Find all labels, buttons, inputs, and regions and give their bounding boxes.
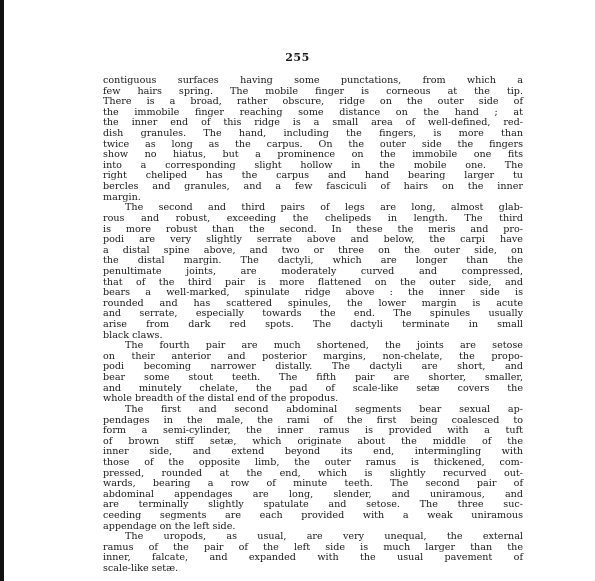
text-line: inner, falcate, and expanded with the usual pavement of [103, 552, 523, 564]
text-line: podi becoming narrower distally. The dactyli are short, and [103, 361, 523, 373]
text-line: pendages in the male, the rami of the first being coalesced to [103, 414, 523, 426]
text-line: of brown stiff setæ, which originate about the middle of the [103, 435, 523, 447]
text-line: whole breadth of the distal end of the propodus. [103, 393, 339, 405]
text-line: and minutely chelate, the pad of scale-like setæ covers the [103, 382, 523, 394]
text-line: form a semi-cylinder, the inner ramus is provided with a tuft [103, 425, 523, 437]
text-line: show no hiatus, but a prominence on the immobile one fits [103, 149, 523, 161]
text-line: the distal margin. The dactyli, which are longer than the [103, 255, 523, 267]
text-line: contiguous surfaces having some punctations, from which a [103, 75, 523, 86]
text-line: the inner end of this ridge is a small area of well-defined, red- [103, 117, 523, 129]
text-line: few hairs spring. The mobile finger is corneous at the tip. [103, 85, 523, 97]
text-line: pressed, rounded at the end, which is slightly recurved out- [103, 467, 523, 479]
page-number: 255 [285, 51, 310, 64]
text-line: the immobile finger reaching some distance on the hand ; at [103, 106, 523, 118]
text-line: podi are very slightly serrate above and below, the carpi have [103, 234, 523, 246]
text-line: on their anterior and posterior margins, non-chelate, the propo- [103, 350, 523, 362]
text-line: right cheliped has the carpus and hand bearing larger tu [103, 170, 523, 182]
text-line: rounded and has scattered spinules, the lower margin is acute [103, 297, 523, 309]
text-line: black claws. [103, 329, 163, 341]
text-line: rous and robust, exceeding the chelipeds in length. The third [103, 212, 523, 224]
text-line: dish granules. The hand, including the fingers, is more than [103, 128, 523, 140]
text-line: scale-like setæ. [103, 563, 179, 575]
text-line: is more robust than the second. In these the meris and pro- [103, 223, 523, 235]
text-line: abdominal appendages are long, slender, and uniramous, and [103, 488, 523, 500]
text-line: ceeding segments are each provided with a weak uniramous [103, 509, 523, 521]
text-line: penultimate joints, are moderately curved and compressed, [103, 265, 523, 277]
text-line: bercles and granules, and a few fasciculi of hairs on the inner [103, 181, 523, 193]
body-text [103, 76, 523, 575]
text-line: The uropods, as usual, are very unequal, the external [125, 531, 523, 543]
text-line: wards, bearing a row of minute teeth. The second pair of [103, 478, 523, 490]
text-line: bear some stout teeth. The fifth pair are shorter, smaller, [103, 372, 523, 384]
text-line: into a corresponding slight hollow in the mobile one. The [103, 159, 523, 171]
text-line: The second and third pairs of legs are long, almost glab- [125, 202, 523, 214]
text-line: The fourth pair are much shortened, the joints are setose [125, 340, 523, 352]
scan-edge [0, 0, 4, 581]
text-line: and serrate, especially towards the end. The spinules usually [103, 308, 523, 320]
text-line: those of the opposite limb, the outer ramus is thickened, com- [103, 456, 523, 468]
text-line: The first and second abdominal segments bear sexual ap- [125, 403, 523, 415]
text-line: There is a broad, rather obscure, ridge on the outer side of [103, 96, 523, 108]
text-line: are terminally slightly spatulate and setose. The three suc- [103, 499, 523, 511]
text-line: appendage on the left side. [103, 520, 236, 532]
text-line: arise from dark red spots. The dactyli terminate in small [103, 319, 523, 331]
text-line: margin. [103, 191, 141, 203]
text-line: twice as long as the carpus. On the outer side the fingers [103, 138, 523, 150]
text-line: that of the third pair is more flattened on the outer side, and [103, 276, 523, 288]
text-line: inner side, and extend beyond its end, intermingling with [103, 446, 523, 458]
text-line: bears a well-marked, spinulate ridge above : the inner side is [103, 287, 523, 299]
text-line: a distal spine above, and two or three on the outer side, on [103, 244, 523, 256]
text-line: ramus of the pair of the left side is much larger than the [103, 541, 523, 553]
